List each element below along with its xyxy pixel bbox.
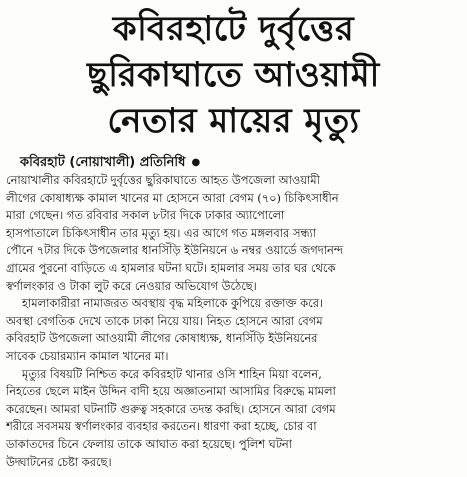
text-line: লীগের কোষাধ্যক্ষ কামাল খানের মা হোসনে আরা বেগম (৭০) চিকিৎসাধীন [6, 190, 339, 205]
text-line: মারা গেছেন। গত রবিবার সকাল ৮টার দিকে ঢাকার অ্যাপোলো [6, 208, 285, 223]
text-line: নিহতের ছেলে মাইন উদ্দিন বাদী হয়ে অজ্ঞাতনামা আসামির বিরুদ্ধে মামলা [6, 384, 336, 399]
paragraph [6, 172, 461, 295]
article-body [6, 172, 461, 471]
text-line: সাবেক চেয়ারম্যান কামাল খানের মা। [6, 348, 169, 363]
text-line: ডাকাতদের চিনে ফেলায় তাকে আঘাত করা হয়েছে। পুলিশ ঘটনা [6, 436, 293, 451]
text-line: উদ্ঘাটনের চেষ্টা করছে। [6, 454, 112, 469]
text-line: অবস্থা বেগতিক দেখে তাকে ঢাকা নিয়ে যায়। নিহত হোসনে আরা বেগম [6, 313, 323, 328]
byline [20, 154, 467, 172]
text-line: হাসপাতালে চিকিৎসাধীন তার মৃত্যু হয়। এর আগে গত মঙ্গলবার সন্ধ্যা [6, 225, 317, 240]
text-line: মৃত্যুর বিষয়টি নিশ্চিত করে কবিরহাট থানার ওসি শাহিন মিয়া বলেন, [22, 366, 322, 381]
paragraph [6, 295, 461, 365]
headline-line: কবিরহাটে দুর্বৃত্তের [112, 9, 355, 49]
text-line: করেছেন। আমরা ঘটনাটি গুরুত্ব সহকারে তদন্ত করছি। হোসনে আরা বেগম [6, 401, 336, 416]
text-line: নোয়াখালীর কবিরহাটে দুর্বৃত্তের ছুরিকাঘাতে আহত উপজেলা আওয়ামী [6, 173, 320, 187]
headline-line: নেতার মায়ের মৃত্যু [107, 101, 360, 141]
byline-text: কবিরহাট (নোয়াখালী) প্রতিনিধি [20, 155, 186, 170]
text-line: শরীরে সবসময় স্বর্ণালংকার ব্যবহার করতেন। ধারণা করা হচ্ছে, চোর বা [6, 419, 317, 434]
byline-bullet-icon: ● [191, 157, 201, 168]
text-line: হামলাকারীরা নামাজরত অবস্থায় বৃদ্ধ মহিলাকে কুপিয়ে রক্তাক্ত করে। [22, 296, 324, 311]
text-line: গ্রামের পুরনো বাড়িতে এ হামলার ঘটনা ঘটে। হামলার সময় তার ঘর থেকে [6, 260, 336, 275]
text-line: পৌনে ৭টার দিকে উপজেলার ধানসিঁড়ি ইউনিয়নে ৬ নম্বর ওয়ার্ডে জগদানন্দ [6, 243, 343, 258]
paragraph [6, 366, 461, 472]
text-line: স্বর্ণালংকার ও টাকা লুট করে নেওয়ার অভিযোগ উঠেছে। [6, 278, 257, 293]
headline [0, 6, 467, 144]
text-line: কবিরহাট উপজেলা আওয়ামী লীগের কোষাধ্যক্ষ, ধানসিঁড়ি ইউনিয়নের [6, 331, 318, 346]
headline-line: ছুরিকাঘাতে আওয়ামী [87, 55, 380, 95]
